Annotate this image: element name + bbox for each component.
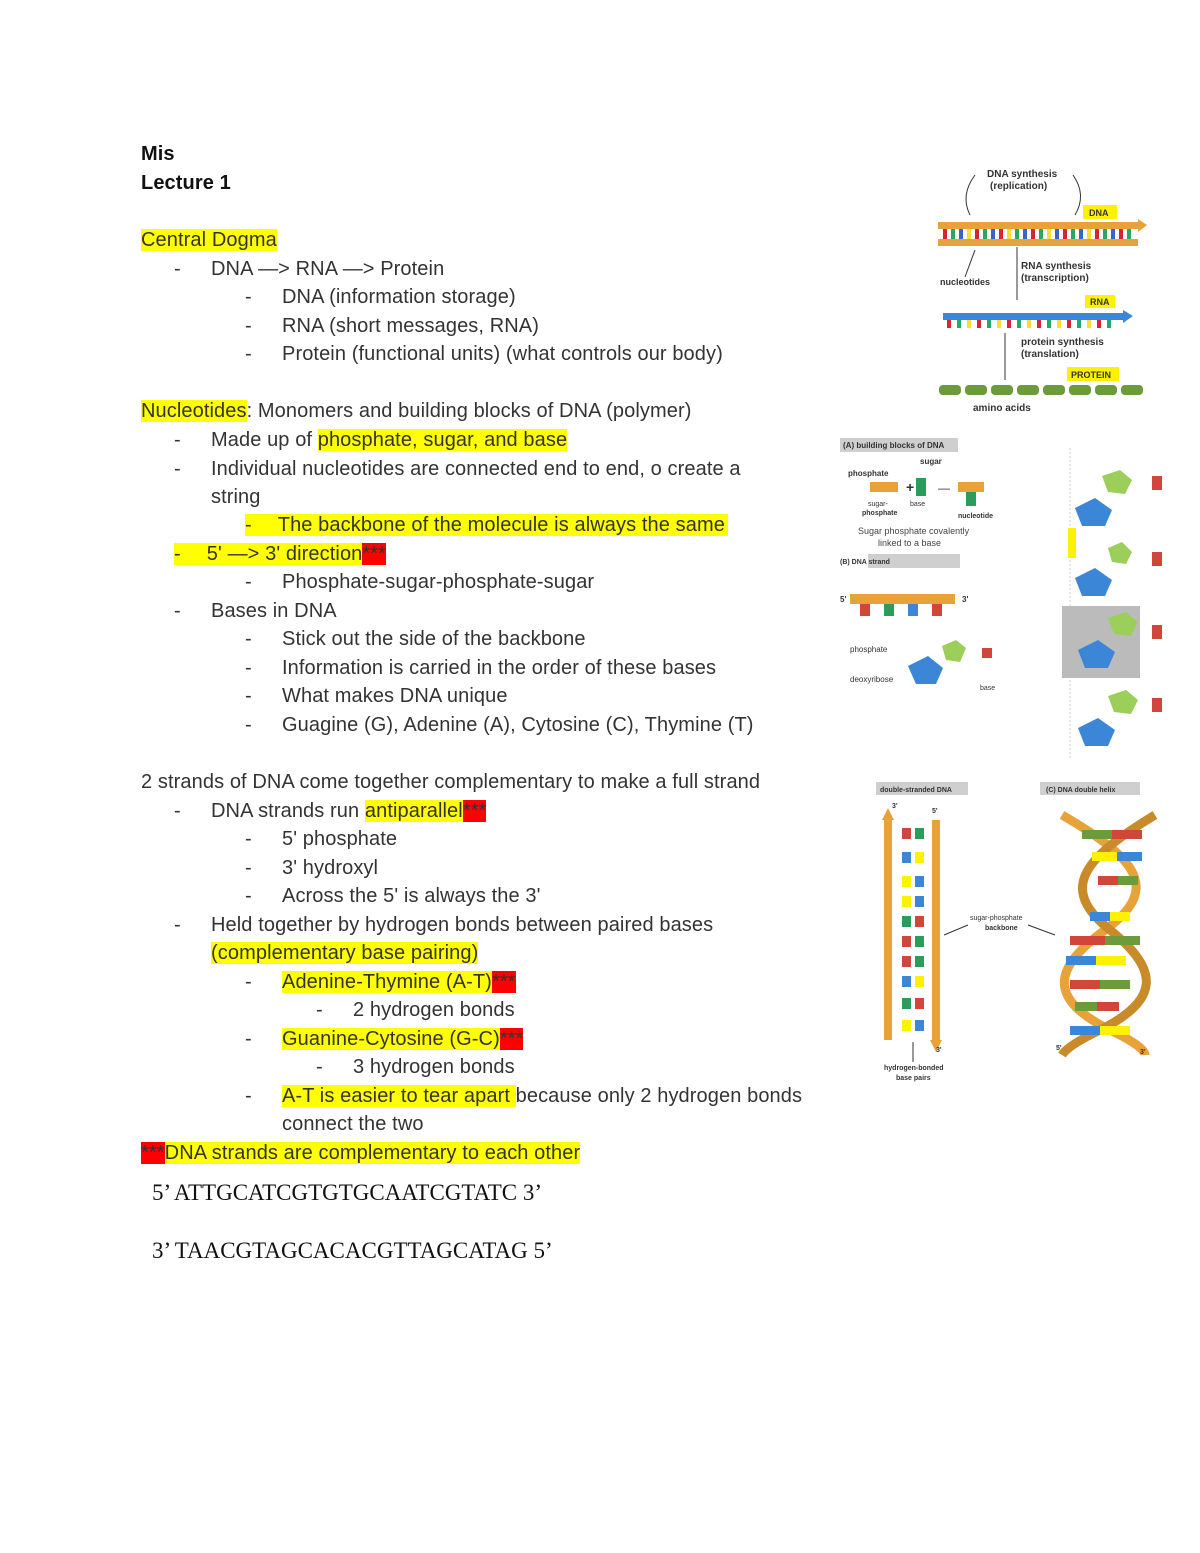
bullet-line: - 3 hydrogen bonds — [316, 1056, 515, 1078]
nucleotide-unit — [1075, 470, 1162, 526]
bullet-line: - 3' hydroxyl — [245, 857, 379, 879]
bullet-line: - A-T is easier to tear apart because only 2 hydrogen bonds — [245, 1085, 803, 1107]
chemical-structure-figure — [1040, 438, 1170, 768]
strand-bar — [850, 594, 955, 604]
bullet-line: - Made up of phosphate, sugar, and base — [174, 429, 568, 451]
dna-rungs — [943, 229, 1131, 239]
fig-label: base — [910, 501, 926, 508]
fig-label: RNA synthesis — [1021, 261, 1092, 272]
fig-label: (C) DNA double helix — [1046, 787, 1116, 794]
bullet-line: - Stick out the side of the backbone — [245, 628, 586, 650]
fig-label: DNA synthesis — [987, 169, 1058, 180]
fig-label: hydrogen-bonded — [884, 1065, 944, 1072]
doc-subtitle: Lecture 1 — [141, 172, 231, 194]
dna-arrow — [1138, 219, 1147, 232]
fig-label: phosphate — [850, 645, 888, 654]
fig-label: sugar- — [868, 501, 888, 508]
fig-label: sugar — [920, 457, 942, 466]
bullet-line: - Held together by hydrogen bonds between paired bases — [174, 914, 714, 936]
right-backbone — [932, 820, 940, 1040]
fig-label: (A) building blocks of DNA — [843, 441, 945, 450]
rna-rungs — [947, 320, 1111, 328]
rna-arrow — [1123, 310, 1133, 323]
bullet-line: - Information is carried in the order of these bases — [245, 657, 717, 679]
bullet-line: - Across the 5' is always the 3' — [245, 885, 541, 907]
bullet-line: - 2 hydrogen bonds — [316, 999, 515, 1021]
bullet-line: - Phosphate-sugar-phosphate-sugar — [245, 571, 595, 593]
bullet-line: - Guanine-Cytosine (G-C)*** — [245, 1028, 524, 1050]
fig-label: sugar-phosphate — [970, 915, 1023, 922]
fig-label: nucleotide — [958, 513, 994, 520]
fig-label: linked to a base — [878, 538, 942, 548]
svg-text:+: + — [906, 479, 915, 495]
bullet-line: - What makes DNA unique — [245, 685, 508, 707]
left-backbone — [884, 820, 892, 1040]
fig-label: 5' — [932, 808, 938, 815]
bullet-line: - DNA strands run antiparallel*** — [174, 800, 487, 822]
fig-label: (transcription) — [1021, 273, 1089, 284]
bullet-line: - Protein (functional units) (what controls our body) — [245, 343, 723, 365]
nucleotides-line: Nucleotides: Monomers and building blocks of DNA (polymer) — [141, 400, 692, 422]
helix-strands — [1062, 815, 1155, 1055]
double-helix-figure — [870, 780, 1170, 1090]
fig-label: protein synthesis — [1021, 337, 1104, 348]
fig-label: 5' — [1056, 1045, 1062, 1052]
sugar-ring — [908, 656, 943, 684]
complementary-note: ***DNA strands are complementary to each other — [141, 1142, 581, 1164]
bullet-line: - DNA (information storage) — [245, 286, 516, 308]
fig-label: RNA — [1090, 297, 1110, 307]
bullet-continuation: string — [211, 486, 261, 508]
bullet-continuation: (complementary base pairing) — [211, 942, 479, 964]
amino-chain — [939, 385, 1143, 395]
dna-strand-bottom — [938, 239, 1138, 246]
fig-label: amino acids — [973, 403, 1031, 414]
fig-label: Sugar phosphate covalently — [858, 526, 970, 536]
arc-right — [1073, 175, 1081, 215]
bullet-line: - Individual nucleotides are connected end to end, o create a — [174, 458, 741, 480]
fig-label: base — [980, 685, 996, 692]
sequence-top: 5’ ATTGCATCGTGTGCAATCGTATC 3’ — [152, 1180, 543, 1205]
doc-title: Mis — [141, 143, 175, 165]
base-ring — [942, 640, 966, 662]
fig-label: base pairs — [896, 1075, 931, 1082]
bullet-line: - The backbone of the molecule is always the same — [245, 511, 728, 539]
fig-label: (replication) — [990, 181, 1048, 192]
bullet-line: - RNA (short messages, RNA) — [245, 315, 540, 337]
bullet-line: - Bases in DNA — [174, 600, 337, 622]
fig-label: PROTEIN — [1071, 370, 1112, 380]
bullet-line: - 5' phosphate — [245, 828, 398, 850]
nucleotide-unit — [1075, 542, 1162, 596]
base-pairs — [902, 828, 924, 1031]
bullet-line: - Guagine (G), Adenine (A), Cytosine (C), Thymine (T) — [245, 714, 754, 736]
fig-label: 5' — [840, 595, 847, 604]
arc-left — [966, 175, 975, 215]
fig-label: (B) DNA strand — [840, 559, 890, 566]
bullet-line: - DNA —> RNA —> Protein — [174, 258, 445, 280]
bullet-line: - 5' —> 3' direction*** — [174, 543, 387, 565]
fig-label: phosphate — [862, 510, 898, 517]
central-dogma-heading: Central Dogma — [141, 229, 277, 251]
rna-strand — [943, 313, 1123, 320]
sequence-bottom: 3’ TAACGTAGCACACGTTAGCATAG 5’ — [152, 1238, 553, 1263]
fig-label: 3' — [962, 595, 969, 604]
building-blocks-figure — [838, 436, 1013, 696]
dna-strand-top — [938, 222, 1138, 229]
fig-label: (translation) — [1021, 349, 1079, 360]
fig-label: double-stranded DNA — [880, 787, 952, 794]
fig-label: nucleotides — [940, 277, 991, 287]
fig-label: backbone — [985, 925, 1018, 932]
svg-text:—: — — [938, 481, 950, 495]
bullet-continuation: connect the two — [282, 1113, 424, 1135]
fig-label: phosphate — [848, 469, 889, 478]
base-block — [916, 478, 926, 496]
sugar-phosphate-block — [870, 482, 898, 492]
fig-label: 3' — [936, 1047, 942, 1054]
fig-label: deoxyribose — [850, 675, 894, 684]
fig-label: DNA — [1089, 208, 1109, 218]
nucleotide-unit — [1078, 690, 1162, 746]
central-dogma-figure — [935, 165, 1150, 415]
fig-label: 3' — [892, 803, 898, 810]
fig-label: 3' — [1140, 1049, 1146, 1056]
bullet-line: - Adenine-Thymine (A-T)*** — [245, 971, 516, 993]
strands-intro: 2 strands of DNA come together complementary to make a full strand — [141, 771, 761, 793]
